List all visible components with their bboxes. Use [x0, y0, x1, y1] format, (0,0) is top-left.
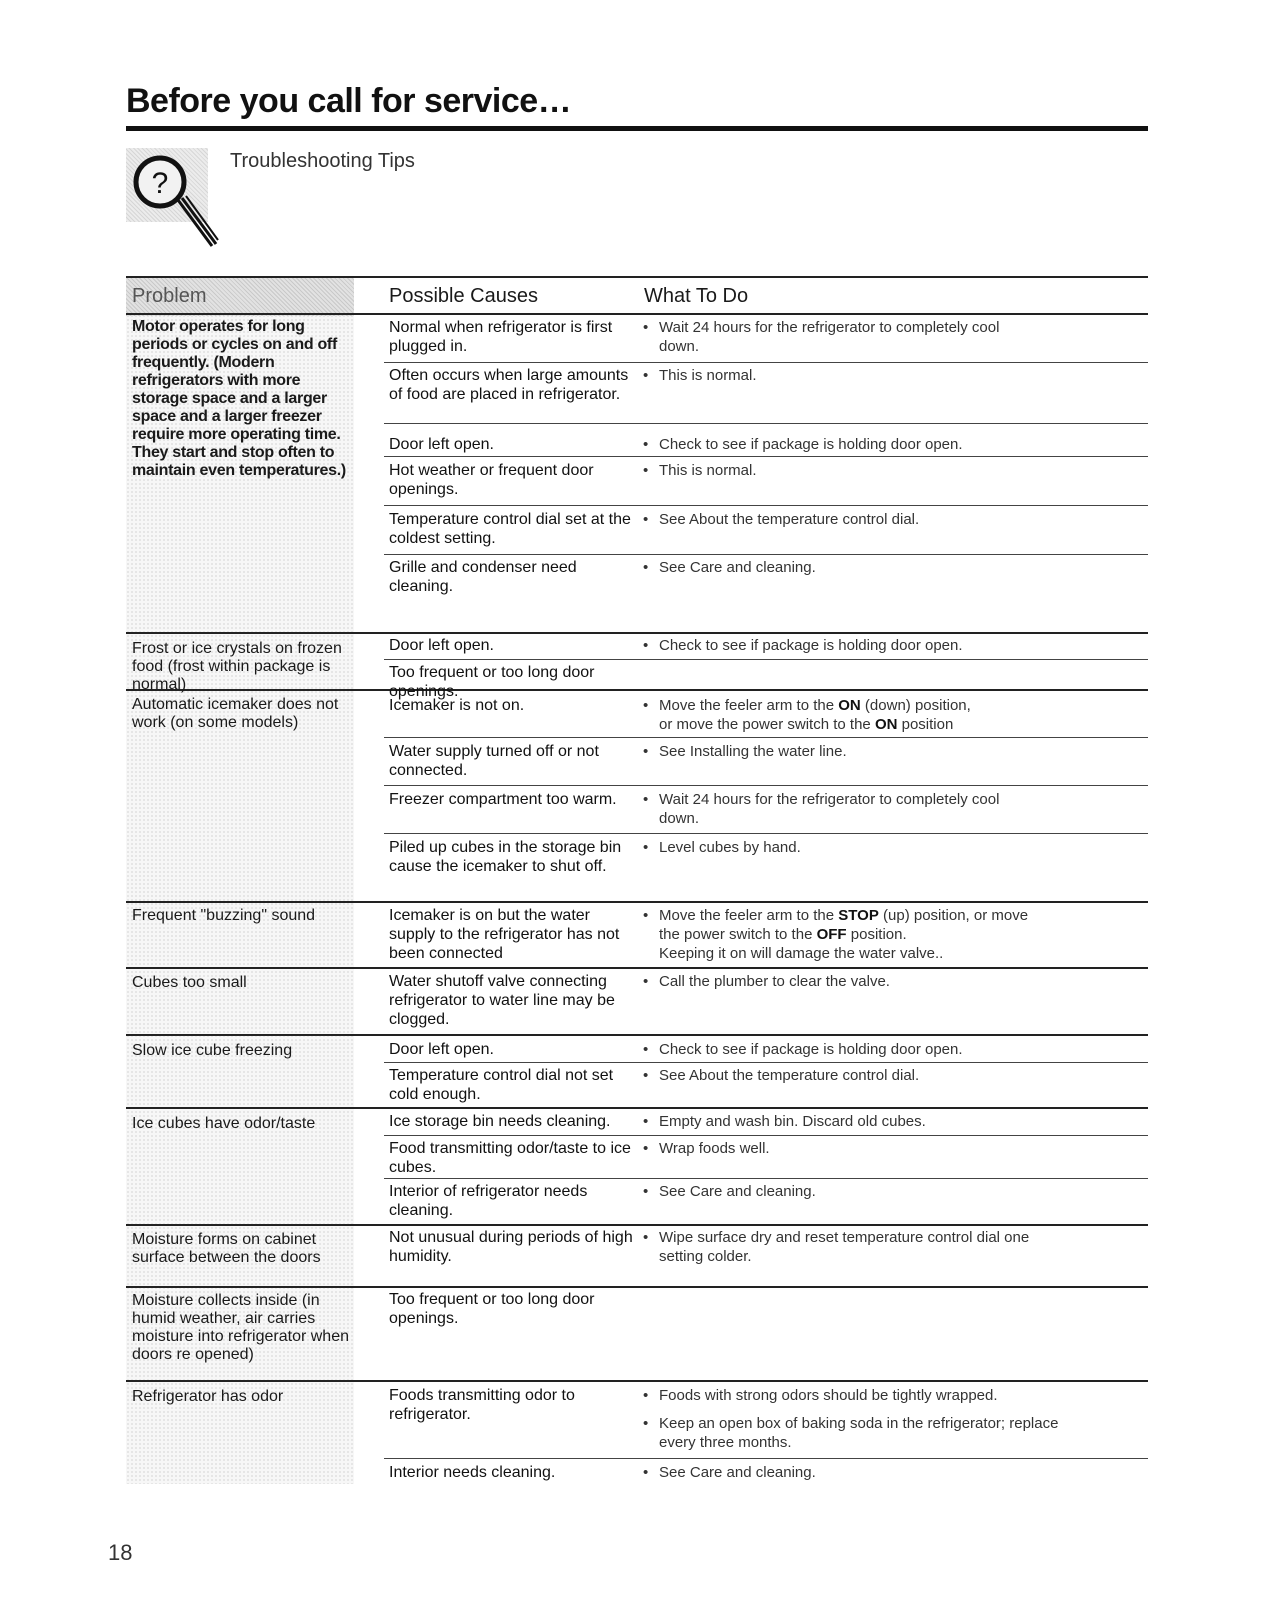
todo-text: • See Care and cleaning. [641, 1463, 1149, 1482]
group-rule [126, 901, 1148, 903]
cause-text: Icemaker is not on. [389, 697, 525, 714]
row-rule [384, 423, 1148, 424]
problem-buzzing-sound: Frequent "buzzing" sound [132, 907, 316, 924]
group-rule [126, 1286, 1148, 1288]
cause-text: Foods transmitting odor to refrigerator. [389, 1387, 575, 1423]
todo-text: • Level cubes by hand. [641, 838, 1149, 857]
page-subtitle: Troubleshooting Tips [230, 150, 415, 172]
cause-text: Not unusual during periods of high humidity. [389, 1229, 633, 1265]
todo-text: • Foods with strong odors should be tightly wrapped. [641, 1386, 1149, 1405]
cause-text: Piled up cubes in the storage bin cause the icemaker to shut off. [389, 839, 622, 875]
row-rule [384, 833, 1148, 834]
cause-text: Hot weather or frequent door openings. [389, 462, 594, 498]
row-rule [384, 362, 1148, 363]
problem-refrigerator-odor: Refrigerator has odor [132, 1388, 284, 1405]
header-possible-causes: Possible Causes [389, 285, 538, 307]
cause-text: Freezer compartment too warm. [389, 791, 617, 808]
cause-text: Too frequent or too long door openings. [389, 664, 595, 700]
cause-text: Door left open. [389, 436, 494, 453]
cause-text: Water shutoff valve connecting refrigerator to water line may be clogged. [389, 973, 615, 1028]
problem-moisture-forms: Moisture forms on cabinet surface between the doors [132, 1231, 321, 1266]
group-rule [126, 1380, 1148, 1382]
cause-text: Temperature control dial not set cold enough. [389, 1067, 614, 1103]
header-rule [126, 313, 1148, 315]
todo-text: • See Care and cleaning. [641, 1182, 1149, 1201]
cause-text: Ice storage bin needs cleaning. [389, 1113, 611, 1130]
cause-text: Door left open. [389, 1041, 494, 1058]
cause-text: Grille and condenser need cleaning. [389, 559, 577, 595]
cause-text: Icemaker is on but the water supply to the refrigerator has not been connected [389, 907, 620, 962]
todo-text: • See About the temperature control dial. [641, 510, 1149, 529]
problem-frost-ice-crystals: Frost or ice crystals on frozen food (frost within package is normal) [132, 640, 342, 693]
cause-text: Food transmitting odor/taste to ice cubes. [389, 1140, 631, 1176]
todo-text: • Wipe surface dry and reset temperature control dial one setting colder. [641, 1228, 1059, 1266]
row-rule [384, 1062, 1148, 1063]
row-rule [384, 659, 1148, 660]
header-what-to-do: What To Do [644, 285, 749, 307]
group-rule [126, 1224, 1148, 1226]
todo-text: • Empty and wash bin. Discard old cubes. [641, 1112, 1149, 1131]
table-top-rule [126, 276, 1148, 278]
todo-text: • Wait 24 hours for the refrigerator to completely cool down. [641, 318, 1039, 356]
todo-text: • Check to see if package is holding door open. [641, 1040, 1149, 1059]
problem-icemaker-not-working: Automatic icemaker does not work (on some models) [132, 696, 339, 731]
problem-odor-taste: Ice cubes have odor/taste [132, 1115, 316, 1132]
cause-text: Interior needs cleaning. [389, 1464, 556, 1481]
todo-text: • Wait 24 hours for the refrigerator to completely cool down. [641, 790, 1039, 828]
header-problem: Problem [132, 285, 207, 307]
todo-text: • This is normal. [641, 461, 1149, 480]
magnifier-question-icon [132, 150, 232, 260]
problem-motor-operates: Motor operates for long periods or cycles on and off frequently. (Modern refrigerators with more storage space and a larger space and a larger freezer require more operating time. They start and stop often to maintain even temperatures.) [132, 318, 346, 479]
todo-text: • Call the plumber to clear the valve. [641, 972, 1149, 991]
cause-text: Often occurs when large amounts of food are placed in refrigerator. [389, 367, 629, 403]
group-rule [126, 632, 1148, 634]
todo-text: • Check to see if package is holding door open. [641, 435, 1149, 454]
cause-text: Door left open. [389, 637, 494, 654]
title-rule [126, 126, 1148, 131]
todo-text: • See Care and cleaning. [641, 558, 1149, 577]
group-rule [126, 967, 1148, 969]
problem-cubes-too-small: Cubes too small [132, 974, 247, 991]
todo-text: • See Installing the water line. [641, 742, 1149, 761]
todo-buzzing: • Move the feeler arm to the STOP (up) position, or move the power switch to the OFF position. Keeping it on will damage the water valve.. [641, 906, 1149, 963]
cause-text: Water supply turned off or not connected. [389, 743, 599, 779]
row-rule [384, 456, 1148, 457]
row-rule [384, 737, 1148, 738]
todo-text: • This is normal. [641, 366, 1149, 385]
row-rule [384, 505, 1148, 506]
row-rule [384, 1178, 1148, 1179]
cause-text: Normal when refrigerator is first plugged in. [389, 319, 613, 355]
cause-text: Temperature control dial set at the coldest setting. [389, 511, 631, 547]
row-rule [384, 785, 1148, 786]
todo-text: • See About the temperature control dial. [641, 1066, 1149, 1085]
page-number: 18 [108, 1540, 133, 1565]
cause-text: Interior of refrigerator needs cleaning. [389, 1183, 588, 1219]
svg-text:?: ? [151, 167, 169, 200]
row-rule [384, 554, 1148, 555]
todo-text: • Wrap foods well. [641, 1139, 1149, 1158]
todo-text: • Keep an open box of baking soda in the refrigerator; replace every three months. [641, 1414, 1079, 1452]
todo-icemaker-on: • Move the feeler arm to the ON (down) position, or move the power switch to the ON position [641, 696, 1149, 734]
problem-moisture-collects: Moisture collects inside (in humid weather, air carries moisture into refrigerator when doors re opened) [132, 1292, 349, 1363]
group-rule [126, 1107, 1148, 1109]
row-rule [384, 1458, 1148, 1459]
page-title: Before you call for service… [126, 82, 572, 120]
row-rule [384, 1135, 1148, 1136]
problem-slow-freezing: Slow ice cube freezing [132, 1042, 293, 1059]
todo-text: • Check to see if package is holding door open. [641, 636, 1149, 655]
group-rule [126, 1034, 1148, 1036]
cause-text: Too frequent or too long door openings. [389, 1291, 595, 1327]
